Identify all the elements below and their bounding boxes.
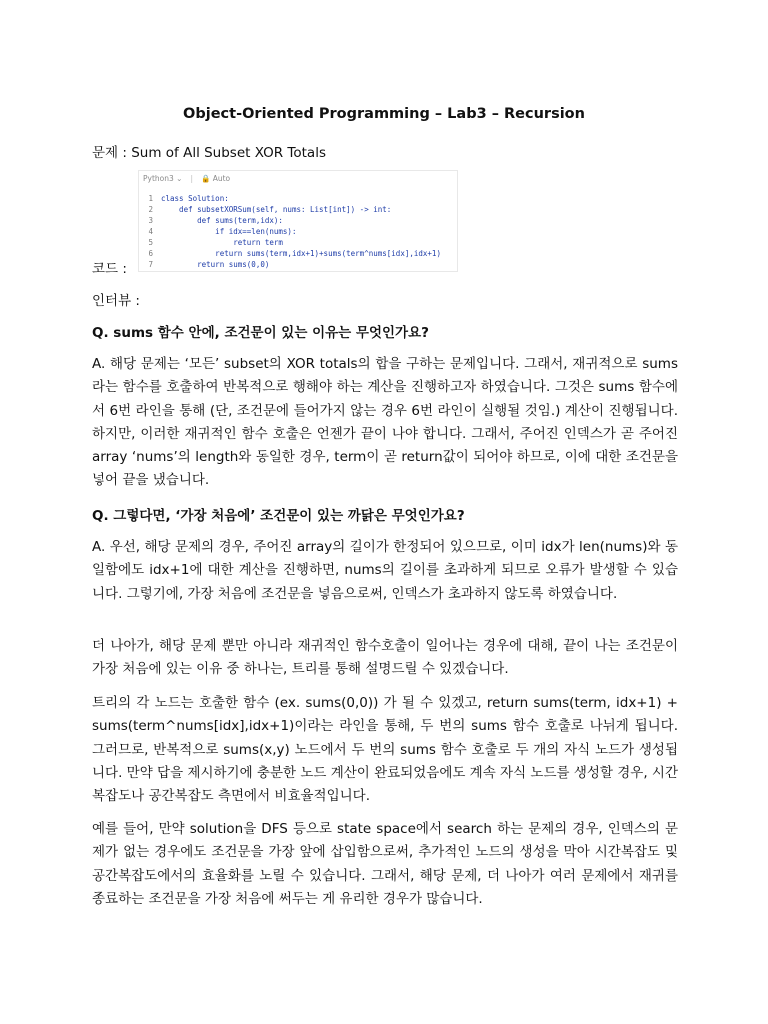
lock-icon: 🔒 [201,173,211,183]
code-text: return sums(term,idx+1)+sums(term^nums[idx],idx+1) [161,249,441,258]
answer-2: A. 우선, 해당 문제의 경우, 주어진 array의 길이가 한정되어 있으므로, 이미 idx가 len(nums)와 동일함에도 idx+1에 대한 계산을 진행하면, nums의 길이를 초과하게 되므로 오류가 발생할 수 있습니다. 그렇기에, 가장 처음에 조건문을 넣음으로써, 인덱스가 초과하지 않도록 하였습니다. [92,539,678,602]
line-number: 6 [148,249,153,258]
code-text: return sums(0,0) [161,260,270,269]
code-line [139,237,457,248]
interview-label: 인터뷰 : [92,293,140,309]
code-line [139,215,457,226]
line-number: 7 [148,260,153,269]
code-text: if idx==len(nums): [161,227,297,236]
paragraph-tree-intro: 더 나아가, 해당 문제 뿐만 아니라 재귀적인 함수호출이 일어나는 경우에 대해, 끝이 나는 조건문이 가장 처음에 있는 이유 중 하나는, 트리를 통해 설명드릴 수 있겠습니다. [92,638,678,678]
code-text: return term [161,238,283,247]
header-divider: | [190,173,193,183]
code-line [139,259,457,270]
question-2: Q. 그렇다면, ‘가장 처음에’ 조건문이 있는 까닭은 무엇인가요? [92,508,465,524]
question-1: Q. sums 함수 안에, 조건문이 있는 이유는 무엇인가요? [92,325,429,341]
line-number: 5 [148,238,153,247]
code-editor-header [139,171,457,185]
code-line [139,193,457,204]
code-text: def subsetXORSum(self, nums: List[int]) -> int: [161,205,392,214]
problem-line: 문제 : Sum of All Subset XOR Totals [92,145,326,161]
code-text: def sums(term,idx): [161,216,283,225]
line-number: 4 [148,227,153,236]
chevron-down-icon: ⌄ [176,173,183,183]
code-text: class Solution: [161,194,229,203]
document-title: Object-Oriented Programming – Lab3 – Recursion [183,106,585,122]
code-lines [139,185,457,270]
answer-1: A. 해당 문제는 ‘모든’ subset의 XOR totals의 합을 구하는 문제입니다. 그래서, 재귀적으로 sums라는 함수를 호출하여 반복적으로 행해야 하는 계산을 진행하고자 하였습니다. 그것은 sums 함수에서 6번 라인을 통해 (단, 조건문에 들어가지 않는 경우 6번 라인이 실행될 것임.) 계산이 진행됩니다. 하지만, 이러한 재귀적인 함수 호출은 언젠가 끝이 나야 합니다. 그래서, 주어진 인덱스가 곧 주어진 array ‘nums’의 length와 동일한 경우, term이 곧 return값이 되어야 하므로, 이에 대한 조건문을 넣어 끝을 냈습니다. [92,356,678,489]
language-selector: Python3 ⌄ [143,173,183,183]
code-line [139,204,457,215]
line-number: 1 [148,194,153,203]
code-line [139,226,457,237]
paragraph-example: 예를 들어, 만약 solution을 DFS 등으로 state space에서 search 하는 문제의 경우, 인덱스의 문제가 없는 경우에도 조건문을 가장 앞에 삽입함으로써, 추가적인 노드의 생성을 막아 시간복잡도 및 공간복잡도에서의 효율화를 노릴 수 있습니다. 그래서, 해당 문제, 더 나아가 여러 문제에서 재귀를 종료하는 조건문을 가장 처음에 써두는 게 유리한 경우가 많습니다. [92,821,678,907]
paragraph-tree-nodes: 트리의 각 노드는 호출한 함수 (ex. sums(0,0)) 가 될 수 있겠고, return sums(term, idx+1) + sums(term^nums[idx],idx+1)이라는 라인을 통해, 두 번의 sums 함수 호출로 나뉘게 됩니다. 그러므로, 반복적으로 sums(x,y) 노드에서 두 번의 sums 함수 호출로 두 개의 자식 노드가 생성됩니다. 만약 답을 제시하기에 충분한 노드 계산이 완료되었음에도 계속 자식 노드를 생성할 경우, 시간복잡도나 공간복잡도 측면에서 비효율적입니다. [92,695,679,805]
line-number: 2 [148,205,153,214]
code-line [139,248,457,259]
mode-indicator: 🔒 Auto [201,173,231,183]
code-screenshot [138,170,458,272]
line-number: 3 [148,216,153,225]
code-label: 코드 : [92,261,127,277]
